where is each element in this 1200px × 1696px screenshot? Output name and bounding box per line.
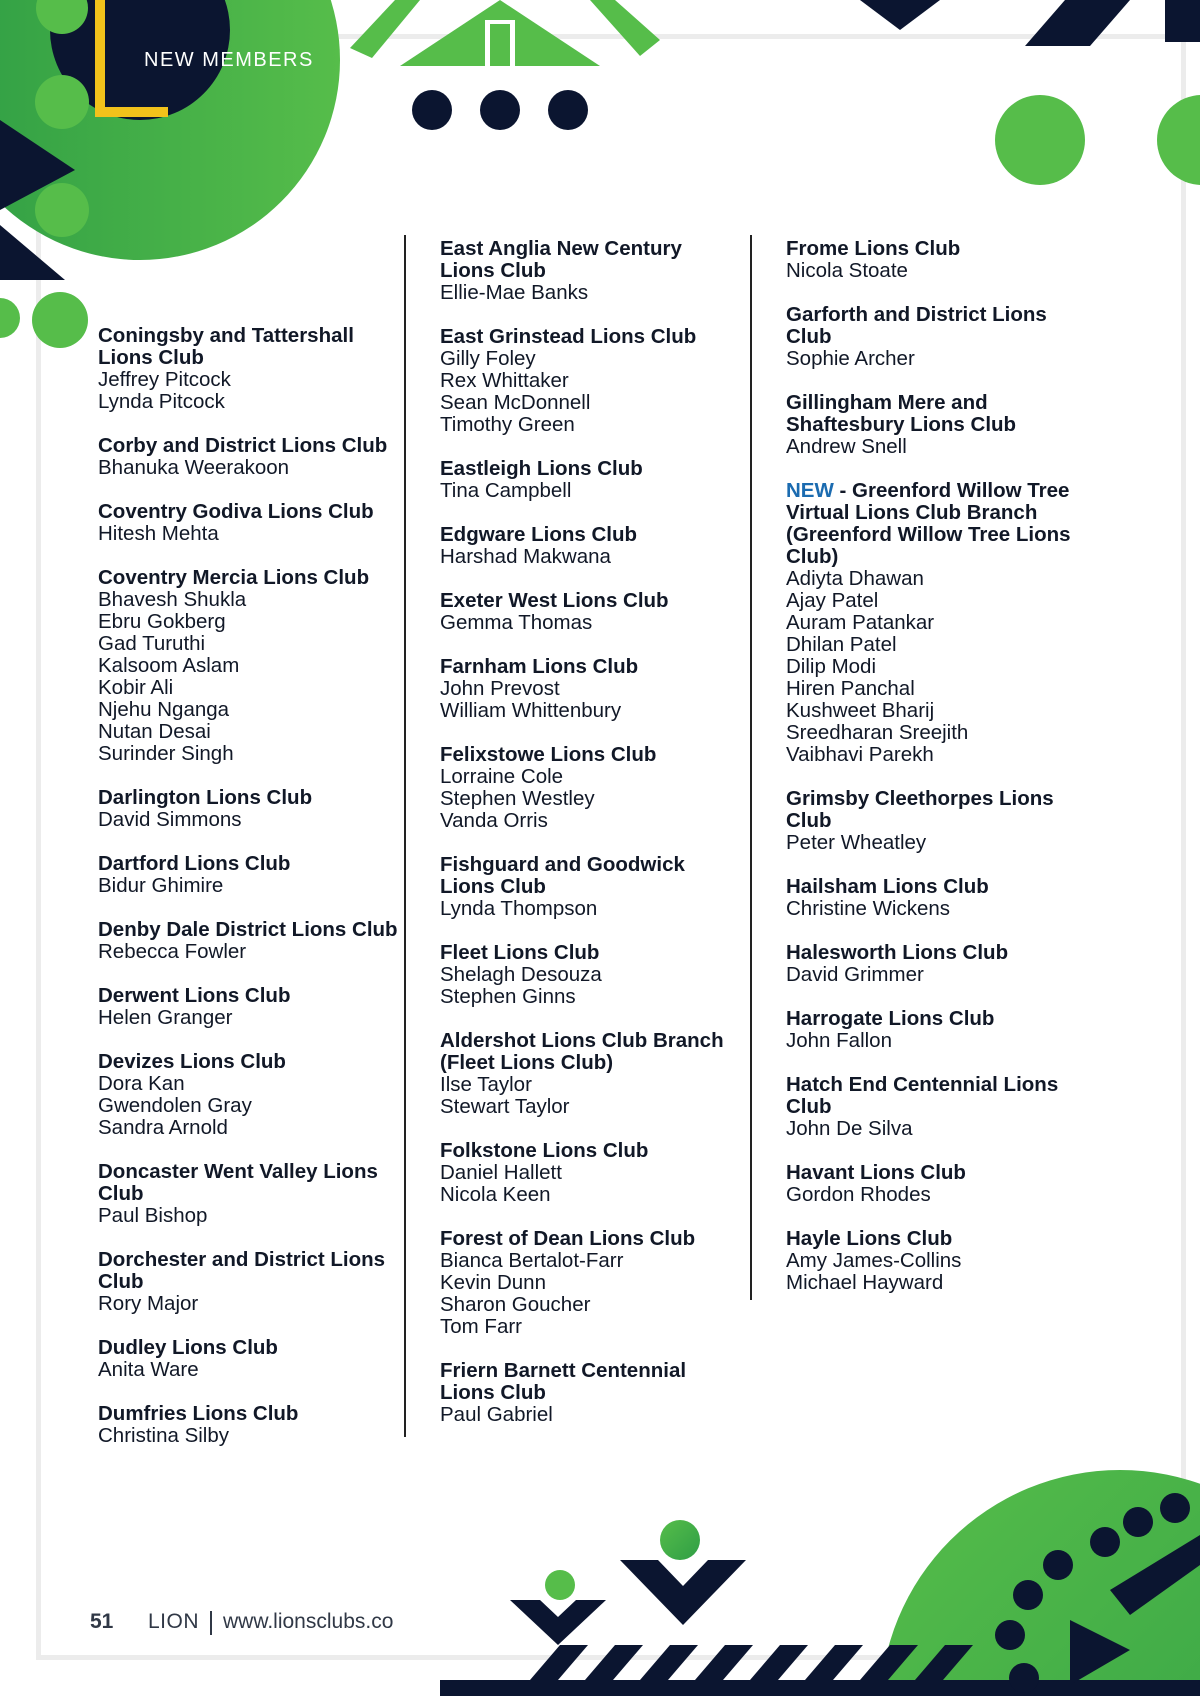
column-divider bbox=[750, 235, 752, 1300]
member-name: Christina Silby bbox=[98, 1424, 230, 1447]
club-name bbox=[440, 524, 740, 546]
club-entry bbox=[786, 788, 1086, 854]
footer-brand: LION bbox=[148, 1610, 200, 1633]
club-name-text: Frome Lions Club bbox=[786, 237, 961, 260]
member-name: Rory Major bbox=[98, 1292, 199, 1315]
member-name: Sreedharan Sreejith bbox=[786, 721, 969, 744]
club-name-text: East Anglia New Century Lions Club bbox=[440, 237, 682, 282]
club-name-text: Garforth and District Lions Club bbox=[786, 303, 1047, 348]
club-entry bbox=[786, 1008, 1086, 1052]
section-label: NEW MEMBERS bbox=[144, 49, 314, 71]
club-entry bbox=[440, 1140, 740, 1206]
member-name: Nicola Keen bbox=[440, 1183, 551, 1206]
member-name: Sharon Goucher bbox=[440, 1293, 591, 1316]
member-name: Nicola Stoate bbox=[786, 259, 908, 282]
member-name: John Prevost bbox=[440, 677, 560, 700]
footer-separator bbox=[210, 1611, 212, 1635]
member-name: Stewart Taylor bbox=[440, 1095, 570, 1118]
club-name-text: Eastleigh Lions Club bbox=[440, 457, 643, 480]
club-name-text: Corby and District Lions Club bbox=[98, 434, 388, 457]
member-name: Ebru Gokberg bbox=[98, 610, 226, 633]
member-name: Christine Wickens bbox=[786, 897, 951, 920]
club-entry bbox=[440, 458, 740, 502]
member-name: Kevin Dunn bbox=[440, 1271, 546, 1294]
club-entry bbox=[98, 985, 398, 1029]
club-entry bbox=[786, 942, 1086, 986]
member-name: Kushweet Bharij bbox=[786, 699, 935, 722]
member-name: Gordon Rhodes bbox=[786, 1183, 931, 1206]
club-name-text: Farnham Lions Club bbox=[440, 655, 639, 678]
club-name bbox=[98, 919, 398, 941]
club-name-text: Doncaster Went Valley Lions Club bbox=[98, 1160, 378, 1205]
member-name: Anita Ware bbox=[98, 1358, 199, 1381]
club-name bbox=[440, 1228, 740, 1250]
club-entry bbox=[786, 1074, 1086, 1140]
club-name bbox=[440, 1360, 740, 1404]
club-name bbox=[786, 1228, 1086, 1250]
club-name-text: Harrogate Lions Club bbox=[786, 1007, 995, 1030]
club-entry bbox=[98, 435, 398, 479]
club-name bbox=[98, 853, 398, 875]
club-entry bbox=[786, 1162, 1086, 1206]
club-entry bbox=[98, 1337, 398, 1381]
club-name-text: Coningsby and Tattershall Lions Club bbox=[98, 324, 354, 369]
member-name: Bianca Bertalot-Farr bbox=[440, 1249, 624, 1272]
club-name bbox=[98, 787, 398, 809]
club-name bbox=[786, 392, 1086, 436]
member-name: Gad Turuthi bbox=[98, 632, 206, 655]
column-1 bbox=[98, 325, 398, 1469]
club-name bbox=[786, 1162, 1086, 1184]
club-name-text: Folkstone Lions Club bbox=[440, 1139, 649, 1162]
club-entry bbox=[98, 853, 398, 897]
club-name bbox=[98, 1249, 398, 1293]
member-name: Lorraine Cole bbox=[440, 765, 564, 788]
club-name-text: Havant Lions Club bbox=[786, 1161, 966, 1184]
member-name: David Grimmer bbox=[786, 963, 924, 986]
member-name: Bhavesh Shukla bbox=[98, 588, 247, 611]
club-name bbox=[440, 590, 740, 612]
club-entry bbox=[98, 1249, 398, 1315]
member-name: Dilip Modi bbox=[786, 655, 876, 678]
club-entry bbox=[440, 1228, 740, 1338]
member-name: Kobir Ali bbox=[98, 676, 174, 699]
member-name: Andrew Snell bbox=[786, 435, 907, 458]
club-entry bbox=[440, 1030, 740, 1118]
member-name: Bhanuka Weerakoon bbox=[98, 456, 290, 479]
club-name bbox=[440, 942, 740, 964]
member-name: Lynda Pitcock bbox=[98, 390, 225, 413]
member-name: Bidur Ghimire bbox=[98, 874, 224, 897]
member-name: Gwendolen Gray bbox=[98, 1094, 252, 1117]
member-name: Ilse Taylor bbox=[440, 1073, 532, 1096]
member-name: Helen Granger bbox=[98, 1006, 233, 1029]
club-name bbox=[440, 458, 740, 480]
club-name bbox=[98, 435, 398, 457]
member-name: Rebecca Fowler bbox=[98, 940, 247, 963]
club-entry bbox=[786, 304, 1086, 370]
member-name: Vaibhavi Parekh bbox=[786, 743, 934, 766]
member-name: Hiren Panchal bbox=[786, 677, 915, 700]
member-name: Sean McDonnell bbox=[440, 391, 591, 414]
member-name: Dhilan Patel bbox=[786, 633, 897, 656]
club-name: NEW - Greenford Willow Tree Virtual Lions Club Branch (Greenford Willow Tree Lions Club) bbox=[786, 479, 1071, 568]
member-name: Ellie-Mae Banks bbox=[440, 281, 589, 304]
club-name-text: Aldershot Lions Club Branch (Fleet Lions Club) bbox=[440, 1029, 724, 1074]
club-name-text: Devizes Lions Club bbox=[98, 1050, 286, 1073]
club-name-text: Dartford Lions Club bbox=[98, 852, 291, 875]
club-name bbox=[786, 1008, 1086, 1030]
member-name: Sophie Archer bbox=[786, 347, 915, 370]
club-name bbox=[98, 501, 398, 523]
club-name-text: Exeter West Lions Club bbox=[440, 589, 669, 612]
club-name-text: Forest of Dean Lions Club bbox=[440, 1227, 696, 1250]
member-name: Harshad Makwana bbox=[440, 545, 611, 568]
club-name bbox=[440, 1140, 740, 1162]
club-entry bbox=[98, 1161, 398, 1227]
column-divider bbox=[404, 235, 406, 1437]
member-name: John De Silva bbox=[786, 1117, 913, 1140]
member-name: Paul Gabriel bbox=[440, 1403, 553, 1426]
club-name bbox=[440, 238, 740, 282]
club-entry bbox=[98, 787, 398, 831]
member-name: Lynda Thompson bbox=[440, 897, 598, 920]
club-entry bbox=[440, 854, 740, 920]
member-name: Michael Hayward bbox=[786, 1271, 944, 1294]
new-tag: NEW bbox=[786, 479, 834, 502]
member-name: Tom Farr bbox=[440, 1315, 522, 1338]
club-name-text: Coventry Mercia Lions Club bbox=[98, 566, 370, 589]
member-name: Stephen Westley bbox=[440, 787, 595, 810]
club-name bbox=[440, 1030, 740, 1074]
club-name-text: Friern Barnett Centennial Lions Club bbox=[440, 1359, 687, 1404]
club-name-text: Greenford Willow Tree Virtual Lions Club Branch (Greenford Willow Tree Lions Club) bbox=[786, 479, 1071, 568]
member-name: Timothy Green bbox=[440, 413, 575, 436]
member-name: John Fallon bbox=[786, 1029, 892, 1052]
member-name: William Whittenbury bbox=[440, 699, 622, 722]
club-name bbox=[98, 567, 398, 589]
member-name: Auram Patankar bbox=[786, 611, 935, 634]
member-name: Dora Kan bbox=[98, 1072, 185, 1095]
club-entry bbox=[440, 656, 740, 722]
member-name: Kalsoom Aslam bbox=[98, 654, 240, 677]
club-entry bbox=[98, 1051, 398, 1139]
club-entry bbox=[786, 392, 1086, 458]
club-name bbox=[786, 942, 1086, 964]
club-entry bbox=[440, 238, 740, 304]
club-name bbox=[786, 238, 1086, 260]
member-name: Tina Campbell bbox=[440, 479, 572, 502]
club-entry bbox=[98, 501, 398, 545]
club-entry bbox=[98, 325, 398, 413]
club-name bbox=[98, 1403, 398, 1425]
club-name bbox=[786, 876, 1086, 898]
club-name-text: Derwent Lions Club bbox=[98, 984, 291, 1007]
member-name: Adiyta Dhawan bbox=[786, 567, 924, 590]
member-name: Njehu Nganga bbox=[98, 698, 230, 721]
member-name: Gemma Thomas bbox=[440, 611, 593, 634]
member-name: Peter Wheatley bbox=[786, 831, 927, 854]
club-entry bbox=[440, 326, 740, 436]
club-name-text: Darlington Lions Club bbox=[98, 786, 313, 809]
member-name: Hitesh Mehta bbox=[98, 522, 219, 545]
club-entry bbox=[440, 590, 740, 634]
club-name-text: East Grinstead Lions Club bbox=[440, 325, 697, 348]
member-name: Daniel Hallett bbox=[440, 1161, 562, 1184]
club-name bbox=[786, 1074, 1086, 1118]
club-name-text: Fleet Lions Club bbox=[440, 941, 600, 964]
decor-bottom bbox=[430, 1440, 1200, 1696]
club-name-text: Hailsham Lions Club bbox=[786, 875, 989, 898]
club-name bbox=[786, 788, 1086, 832]
club-name-text: Hayle Lions Club bbox=[786, 1227, 953, 1250]
club-name-text: Dorchester and District Lions Club bbox=[98, 1248, 386, 1293]
member-name: Stephen Ginns bbox=[440, 985, 576, 1008]
member-name: Shelagh Desouza bbox=[440, 963, 602, 986]
decor-top-right bbox=[850, 0, 1200, 200]
club-entry bbox=[440, 1360, 740, 1426]
member-name: Sandra Arnold bbox=[98, 1116, 228, 1139]
column-2 bbox=[440, 238, 740, 1448]
club-name-text: Gillingham Mere and Shaftesbury Lions Club bbox=[786, 391, 1017, 436]
club-name-text: Grimsby Cleethorpes Lions Club bbox=[786, 787, 1054, 832]
club-entry bbox=[786, 1228, 1086, 1294]
club-name-text: Coventry Godiva Lions Club bbox=[98, 500, 374, 523]
member-name: Paul Bishop bbox=[98, 1204, 208, 1227]
club-name-text: Denby Dale District Lions Club bbox=[98, 918, 398, 941]
club-entry bbox=[440, 524, 740, 568]
page-number: 51 bbox=[90, 1610, 114, 1633]
club-name bbox=[440, 744, 740, 766]
member-name: Rex Whittaker bbox=[440, 369, 569, 392]
club-entry bbox=[786, 238, 1086, 282]
club-name bbox=[98, 1161, 398, 1205]
club-name-text: Edgware Lions Club bbox=[440, 523, 638, 546]
club-entry bbox=[98, 567, 398, 765]
decor-top-center bbox=[350, 0, 660, 140]
club-entry bbox=[440, 744, 740, 832]
member-name: Jeffrey Pitcock bbox=[98, 368, 231, 391]
member-name: Ajay Patel bbox=[786, 589, 879, 612]
club-name bbox=[98, 985, 398, 1007]
club-entry bbox=[98, 919, 398, 963]
club-entry bbox=[98, 1403, 398, 1447]
club-name bbox=[98, 1051, 398, 1073]
club-name bbox=[786, 304, 1086, 348]
club-name-text: Fishguard and Goodwick Lions Club bbox=[440, 853, 685, 898]
member-name: Nutan Desai bbox=[98, 720, 211, 743]
club-name bbox=[440, 854, 740, 898]
member-name: Gilly Foley bbox=[440, 347, 536, 370]
club-name bbox=[440, 326, 740, 348]
club-entry bbox=[440, 942, 740, 1008]
club-name-text: Dumfries Lions Club bbox=[98, 1402, 299, 1425]
club-name-text: Halesworth Lions Club bbox=[786, 941, 1009, 964]
club-name bbox=[98, 325, 398, 369]
club-name-text: Hatch End Centennial Lions Club bbox=[786, 1073, 1059, 1118]
column-3 bbox=[786, 238, 1086, 1316]
footer-url[interactable]: www.lionsclubs.co bbox=[223, 1610, 394, 1633]
club-name bbox=[98, 1337, 398, 1359]
club-name-text: Dudley Lions Club bbox=[98, 1336, 278, 1359]
club-name bbox=[440, 656, 740, 678]
club-entry bbox=[786, 480, 1086, 766]
member-name: Amy James-Collins bbox=[786, 1249, 962, 1272]
club-entry bbox=[786, 876, 1086, 920]
member-name: David Simmons bbox=[98, 808, 242, 831]
member-name: Surinder Singh bbox=[98, 742, 234, 765]
member-name: Vanda Orris bbox=[440, 809, 548, 832]
club-name-text: Felixstowe Lions Club bbox=[440, 743, 657, 766]
